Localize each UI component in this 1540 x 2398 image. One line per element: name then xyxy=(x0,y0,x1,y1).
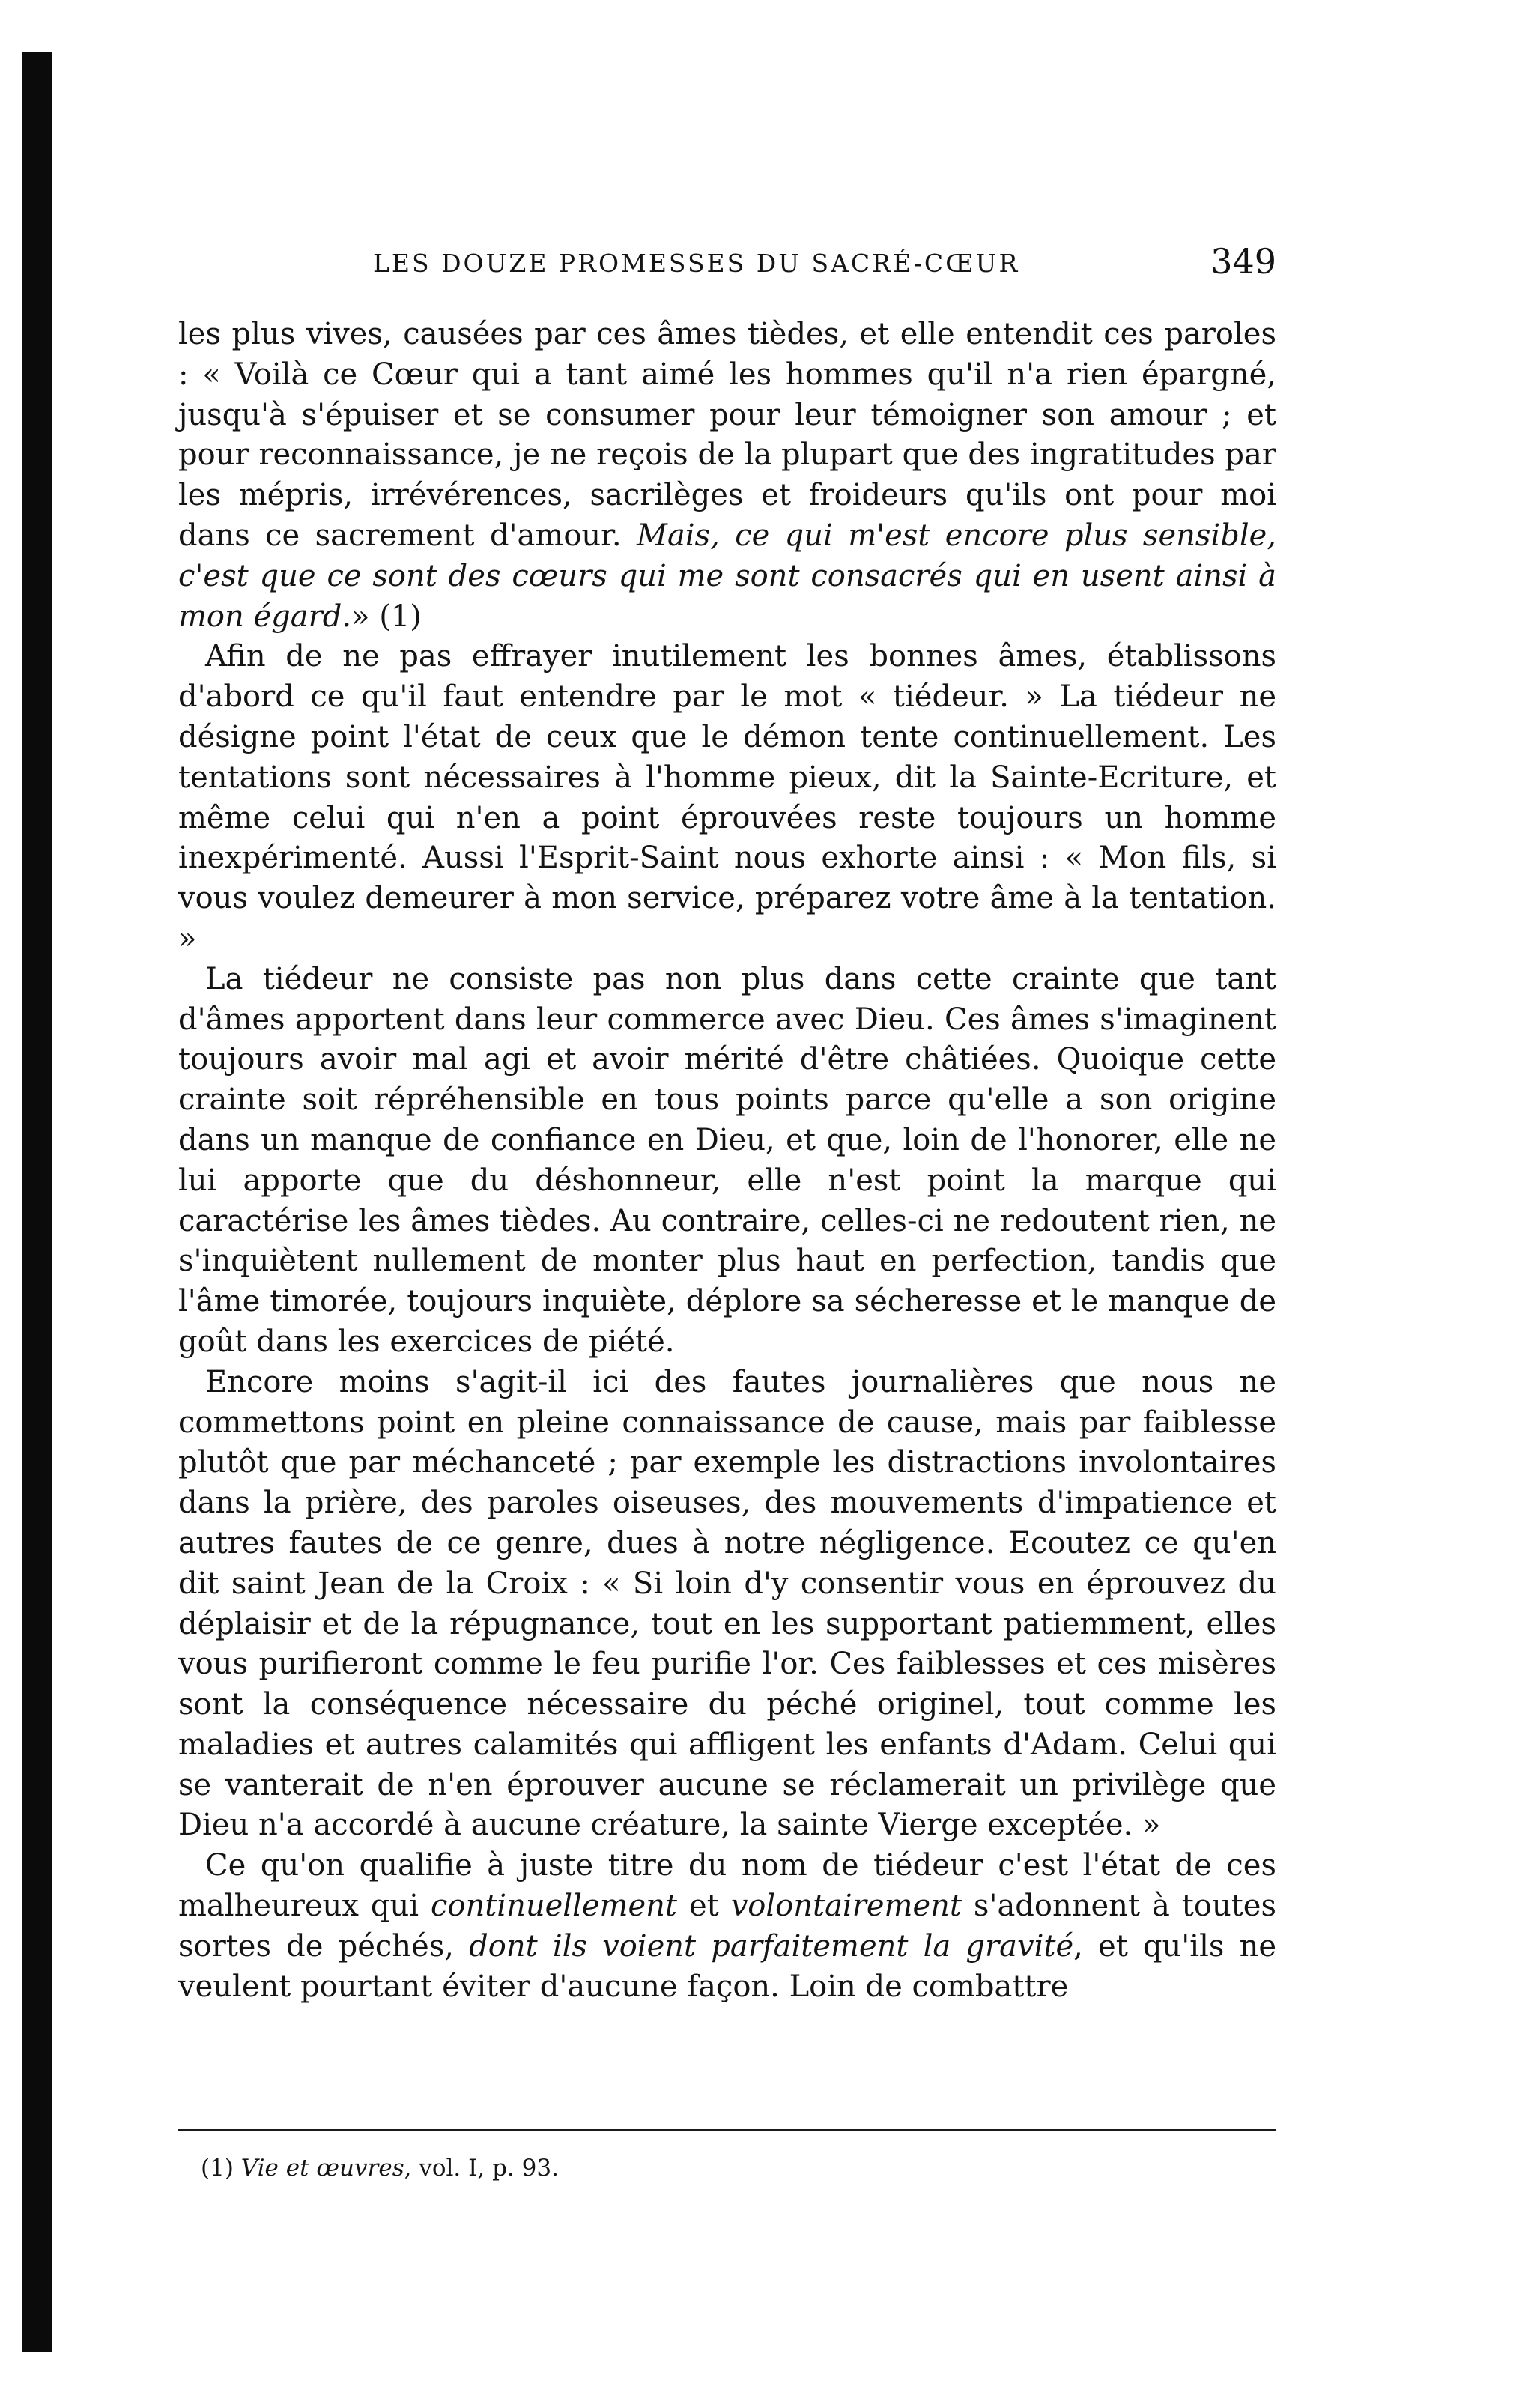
paragraph-1-text: les plus vives, causées par ces âmes tièdes, et elle entendit ces paroles : « Voilà ce Cœur qui a tant aimé les hommes qu'il n'a rien épargné, jusqu'à s'épuiser et se consumer pour leur témoigner son amour ; et pour reconnaissance, je ne reçois de la plupart que des ingratitudes par les mépris, irrévérences, sacrilèges et froideurs qu'ils ont pour moi dans ce sacrement d'amour. xyxy=(178,317,1276,553)
paragraph-5-a: Ce qu'on qualifie à juste titre du nom de tiédeur c'est l'état de ces malheureux qui xyxy=(178,1848,1276,1924)
running-header xyxy=(178,241,1276,286)
paragraph-4: Encore moins s'agit-il ici des fautes journalières que nous ne commettons point en pleine connaissance de cause, mais par faiblesse plutôt que par méchanceté ; par exemple les distractions involontaires dans la prière, des paroles oiseuses, des mouvements d'impatience et autres fautes de ce genre, dues à notre négligence. Ecoutez ce qu'en dit saint Jean de la Croix : « Si loin d'y consentir vous en éprouvez du déplaisir et de la répugnance, tout en les supportant patiemment, elles vous purifieront comme le feu purifie l'or. Ces faiblesses et ces misères sont la conséquence nécessaire du péché originel, tout comme les maladies et autres calamités qui affligent les enfants d'Adam. Celui qui se vanterait de n'en éprouver aucune se réclamerait un privilège que Dieu n'a accordé à aucune créature, la sainte Vierge exceptée. » xyxy=(178,1364,1276,1843)
paragraph-5-d: , et qu'ils ne veulent pourtant éviter d'aucune façon. Loin de combattre xyxy=(178,1928,1277,2004)
paragraph-5-italic-2: volontairement xyxy=(730,1889,962,1924)
footnote-ref: , vol. I, p. 93. xyxy=(404,2155,559,2181)
paragraph-5-c: s'adonnent à toutes sortes de péchés, xyxy=(178,1889,1276,1963)
footnote-marker: (1) xyxy=(201,2155,234,2181)
footnote-rule xyxy=(178,2129,1276,2131)
footnote xyxy=(201,2155,559,2181)
paragraph-2: Afin de ne pas effrayer inutilement les bonnes âmes, établissons d'abord ce qu'il faut entendre par le mot « tiédeur. » La tiédeur ne désigne point l'état de ceux que le démon tente continuellement. Les tentations sont nécessaires à l'homme pieux, dit la Sainte-Ecriture, et même celui qui n'en a point éprouvées reste toujours un homme inexpérimenté. Aussi l'Esprit-Saint nous exhorte ainsi : « Mon fils, si vous voulez demeurer à mon service, préparez votre âme à la tentation. » xyxy=(178,639,1276,956)
paragraph-1 xyxy=(178,315,1276,637)
paragraph-3: La tiédeur ne consiste pas non plus dans cette crainte que tant d'âmes apportent dans leur commerce avec Dieu. Ces âmes s'imaginent toujours avoir mal agi et avoir mérité d'être châtiées. Quoique cette crainte soit répréhensible en tous points parce qu'elle a son origine dans un manque de confiance en Dieu, et que, loin de l'honorer, elle ne lui apporte que du déshonneur, elle n'est point la marque qui caractérise les âmes tièdes. Au contraire, celles-ci ne redoutent rien, ne s'inquiètent nullement de monter plus haut en perfection, tandis que l'âme timorée, toujours inquiète, déplore sa sécheresse et le manque de goût dans les exercices de piété. xyxy=(178,961,1276,1359)
paragraph-5 xyxy=(178,1846,1276,2007)
paragraph-1-end: » (1) xyxy=(351,599,422,634)
paragraph-1-italic: Mais, ce qui m'est encore plus sensible, c'est que ce sont des cœurs qui me sont consacrés qui en usent ainsi à mon égard. xyxy=(178,518,1276,634)
running-title: LES DOUZE PROMESSES DU SACRÉ-CŒUR xyxy=(373,249,1020,278)
page-binding-edge xyxy=(22,52,52,2352)
page-number: 349 xyxy=(1210,241,1276,282)
paragraph-5-b: et xyxy=(677,1889,731,1924)
paragraph-5-italic-1: continuellement xyxy=(430,1889,677,1924)
footnote-title: Vie et œuvres xyxy=(240,2155,404,2181)
body-text xyxy=(178,315,1276,2007)
paragraph-5-italic-3: dont ils voient parfaitement la gravité xyxy=(469,1928,1074,1963)
